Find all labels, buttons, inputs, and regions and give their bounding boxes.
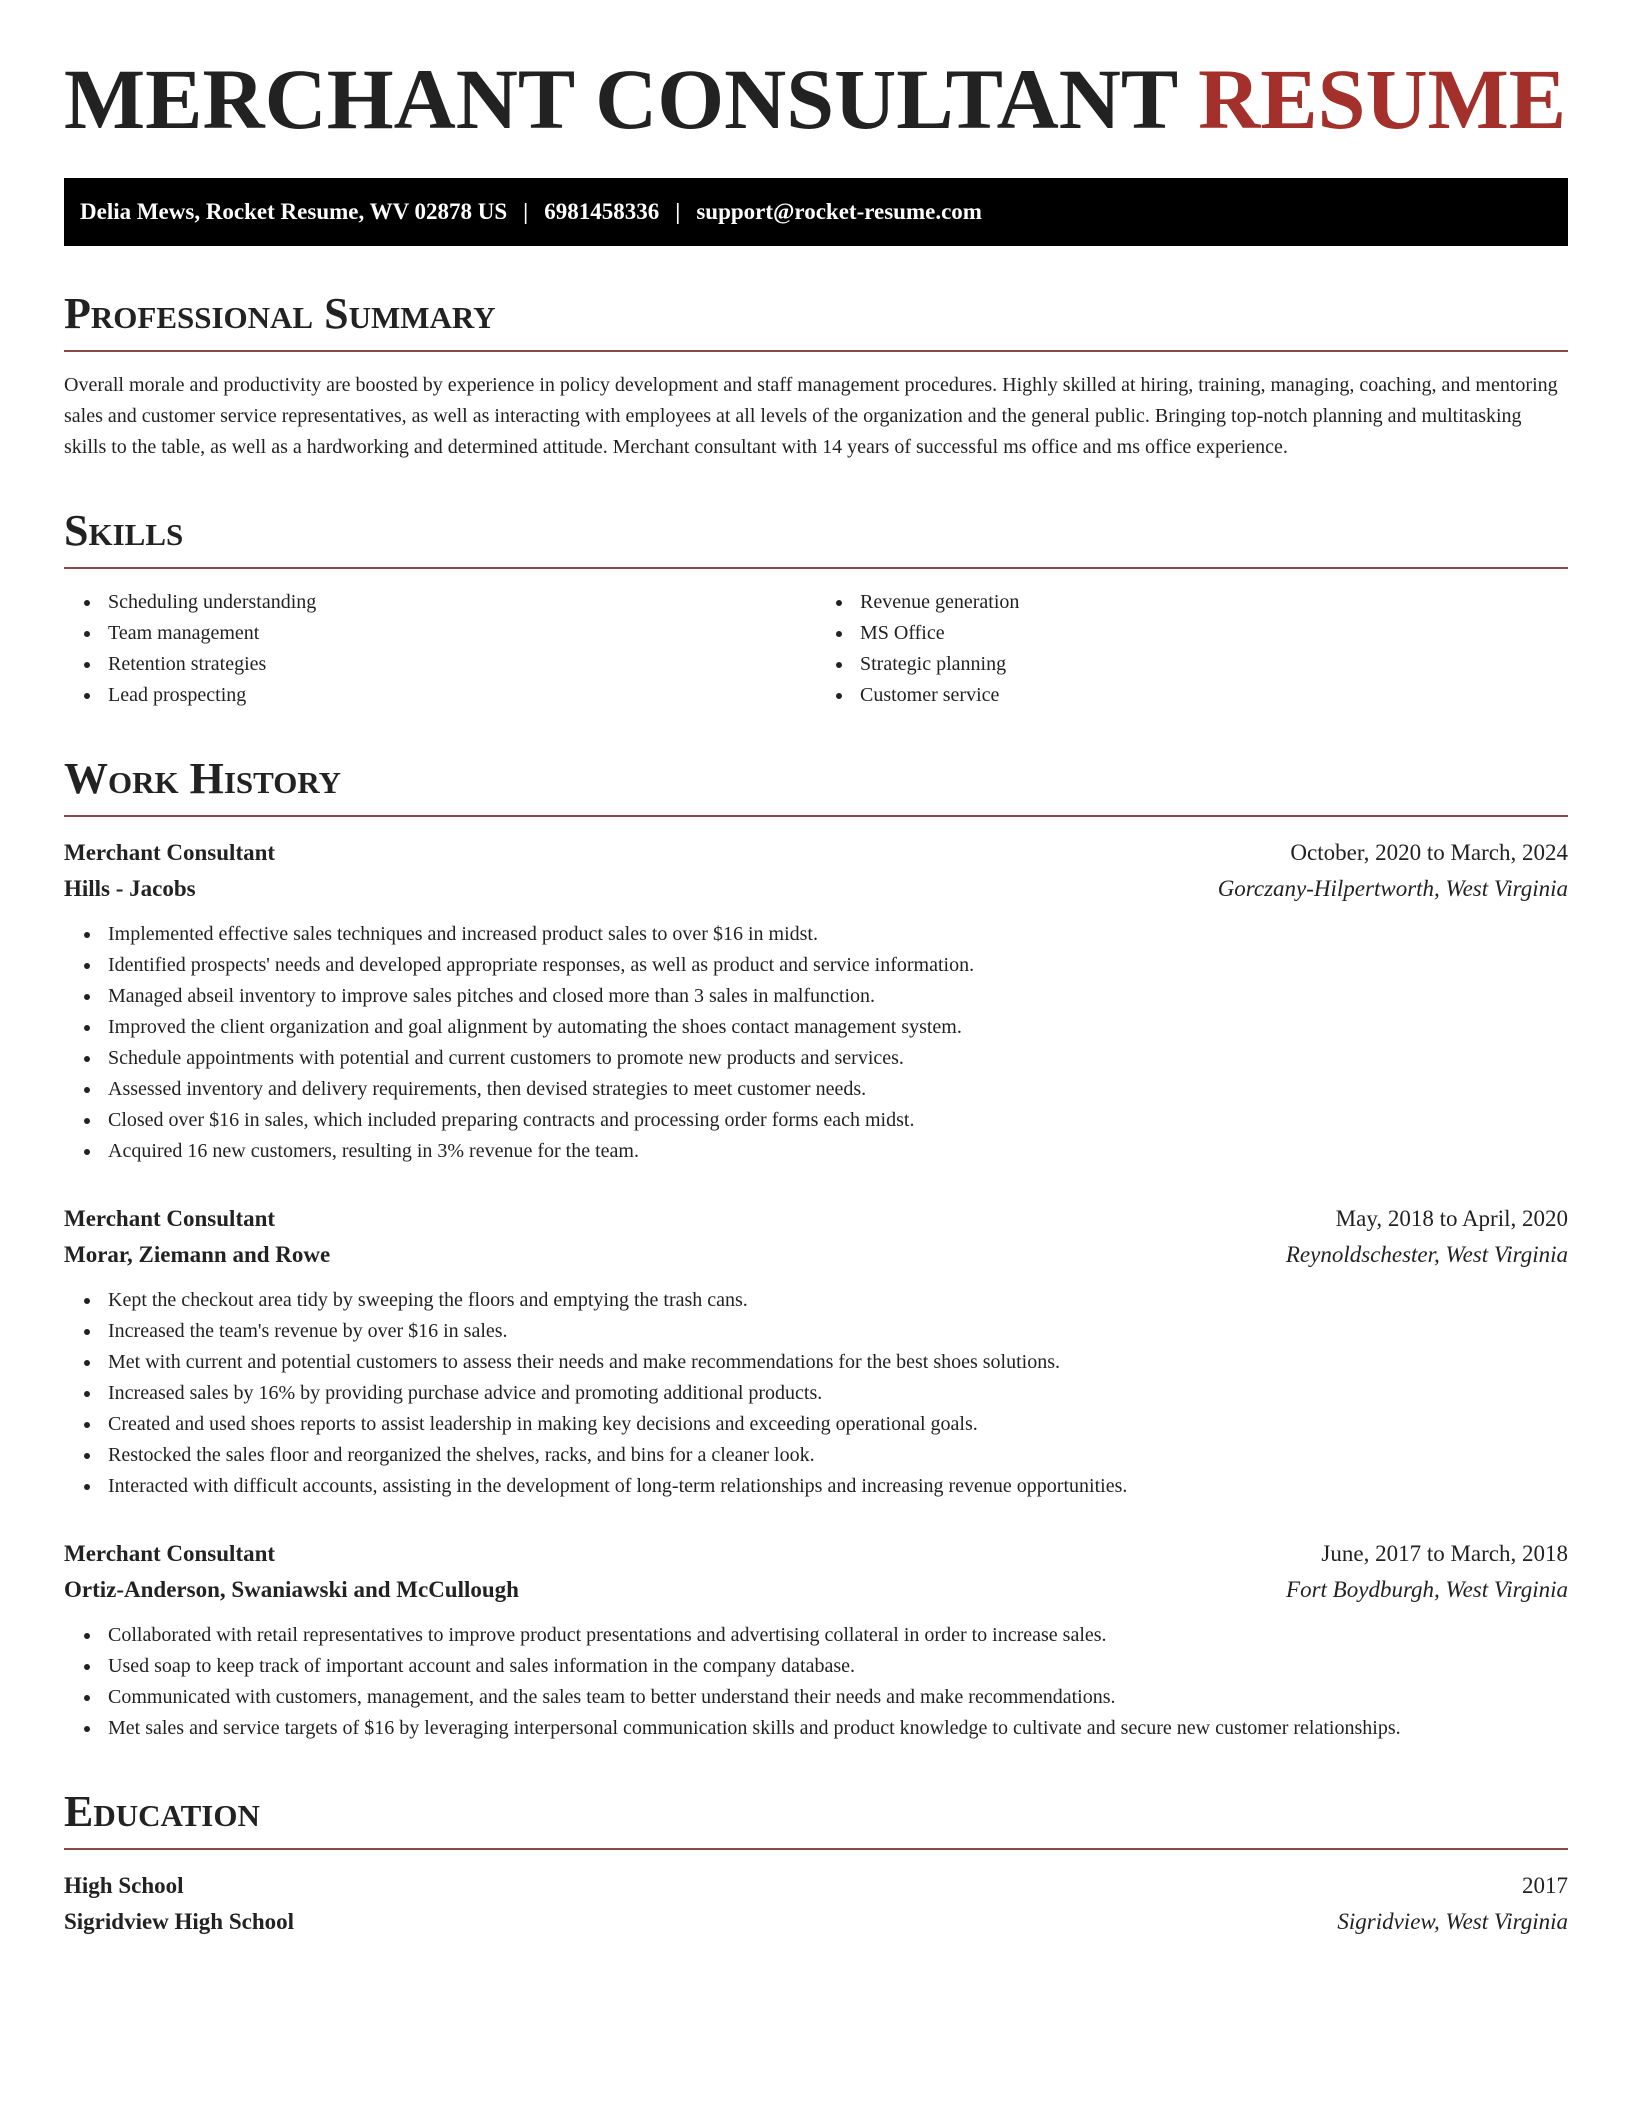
job-bullets	[64, 1620, 1568, 1744]
job-bullet: Assessed inventory and delivery requirements, then devised strategies to meet customer needs.	[108, 1074, 1568, 1105]
job-company: Morar, Ziemann and Rowe	[64, 1242, 331, 1267]
skills-list	[64, 587, 1568, 711]
title-main: MERCHANT CONSULTANT	[64, 51, 1177, 147]
job-entry	[64, 1536, 1568, 1744]
job-bullet: Implemented effective sales techniques and increased product sales to over $16 in midst.	[108, 919, 1568, 950]
job-entry	[64, 1201, 1568, 1502]
job-location: Gorczany-Hilpertworth, West Virginia	[1217, 876, 1568, 901]
work-history-section	[64, 754, 1568, 1744]
job-company: Ortiz-Anderson, Swaniawski and McCullough	[64, 1577, 519, 1602]
job-bullet: Acquired 16 new customers, resulting in 3% revenue for the team.	[108, 1136, 1568, 1167]
job-company: Hills - Jacobs	[64, 876, 196, 901]
education-degree: High School	[64, 1873, 184, 1898]
summary-heading: Professional Summary	[64, 292, 1568, 352]
job-bullet: Restocked the sales floor and reorganized the shelves, racks, and bins for a cleaner look.	[108, 1440, 1568, 1471]
job-bullet: Kept the checkout area tidy by sweeping the floors and emptying the trash cans.	[108, 1285, 1568, 1316]
job-bullets	[64, 919, 1568, 1167]
job-header-row	[64, 835, 1568, 871]
skill-item: Team management	[108, 618, 816, 649]
job-bullet: Improved the client organization and goal alignment by automating the shoes contact management system.	[108, 1012, 1568, 1043]
job-bullet: Met sales and service targets of $16 by leveraging interpersonal communication skills and product knowledge to cultivate and secure new customer relationships.	[108, 1713, 1568, 1744]
job-header-row	[64, 1536, 1568, 1572]
resume-title	[64, 51, 1568, 147]
education-section	[64, 1787, 1568, 1940]
job-bullet: Met with current and potential customers to assess their needs and make recommendations for the best shoes solutions.	[108, 1347, 1568, 1378]
contact-address: Delia Mews, Rocket Resume, WV 02878 US	[80, 199, 508, 224]
job-company-row	[64, 1572, 1568, 1608]
job-location: Reynoldschester, West Virginia	[1285, 1242, 1568, 1267]
summary-text: Overall morale and productivity are boosted by experience in policy development and staff management procedures. Highly skilled at hiring, training, managing, coaching, and mentoring sales and customer service representatives, as well as interacting with employees at all levels of the organization and the general public. Bringing top-notch planning and multitasking skills to the table, as well as a hardworking and determined attitude. Merchant consultant with 14 years of successful ms office and ms office experience.	[64, 374, 1558, 458]
summary-section	[64, 289, 1568, 463]
job-bullet: Collaborated with retail representatives to improve product presentations and advertising collateral in order to increase sales.	[108, 1620, 1568, 1651]
contact-email[interactable]: support@rocket-resume.com	[696, 199, 982, 224]
job-bullet: Interacted with difficult accounts, assisting in the development of long-term relationships and increasing revenue opportunities.	[108, 1471, 1568, 1502]
job-company-row	[64, 871, 1568, 907]
skill-item: Retention strategies	[108, 649, 816, 680]
job-bullets	[64, 1285, 1568, 1502]
job-bullet: Schedule appointments with potential and current customers to promote new products and services.	[108, 1043, 1568, 1074]
skill-item: Customer service	[860, 680, 1568, 711]
job-bullet: Created and used shoes reports to assist leadership in making key decisions and exceeding operational goals.	[108, 1409, 1568, 1440]
job-bullet: Identified prospects' needs and developed appropriate responses, as well as product and service information.	[108, 950, 1568, 981]
job-bullet: Increased sales by 16% by providing purchase advice and promoting additional products.	[108, 1378, 1568, 1409]
job-bullet: Increased the team's revenue by over $16 in sales.	[108, 1316, 1568, 1347]
job-title: Merchant Consultant	[64, 1541, 276, 1566]
job-dates: October, 2020 to March, 2024	[1290, 840, 1568, 865]
education-school: Sigridview High School	[64, 1909, 295, 1934]
skill-item: Scheduling understanding	[108, 587, 816, 618]
contact-separator: |	[523, 199, 529, 224]
job-bullet: Used soap to keep track of important account and sales information in the company database.	[108, 1651, 1568, 1682]
skills-column-left	[64, 587, 816, 711]
job-location: Fort Boydburgh, West Virginia	[1286, 1577, 1568, 1602]
skills-heading: Skills	[64, 509, 1568, 569]
job-title: Merchant Consultant	[64, 1206, 276, 1231]
job-entry	[64, 835, 1568, 1167]
skill-item: Revenue generation	[860, 587, 1568, 618]
job-dates: May, 2018 to April, 2020	[1335, 1206, 1568, 1231]
work-history-heading: Work History	[64, 757, 1568, 817]
education-heading: Education	[64, 1790, 1568, 1850]
education-school-row	[64, 1904, 1568, 1940]
education-degree-row	[64, 1868, 1568, 1904]
job-company-row	[64, 1237, 1568, 1273]
contact-separator: |	[675, 199, 681, 224]
education-entry	[64, 1868, 1568, 1940]
education-location: Sigridview, West Virginia	[1337, 1909, 1568, 1934]
contact-bar	[64, 178, 1568, 246]
job-header-row	[64, 1201, 1568, 1237]
job-bullet: Closed over $16 in sales, which included preparing contracts and processing order forms each midst.	[108, 1105, 1568, 1136]
skill-item: MS Office	[860, 618, 1568, 649]
education-year: 2017	[1522, 1873, 1568, 1898]
job-bullet: Communicated with customers, management, and the sales team to better understand their needs and make recommendations.	[108, 1682, 1568, 1713]
skills-column-right	[816, 587, 1568, 711]
job-dates: June, 2017 to March, 2018	[1321, 1541, 1568, 1566]
job-title: Merchant Consultant	[64, 840, 276, 865]
skill-item: Strategic planning	[860, 649, 1568, 680]
job-bullet: Managed abseil inventory to improve sales pitches and closed more than 3 sales in malfunction.	[108, 981, 1568, 1012]
title-accent: RESUME	[1198, 51, 1567, 147]
skill-item: Lead prospecting	[108, 680, 816, 711]
contact-phone: 6981458336	[544, 199, 660, 224]
skills-section	[64, 506, 1568, 711]
